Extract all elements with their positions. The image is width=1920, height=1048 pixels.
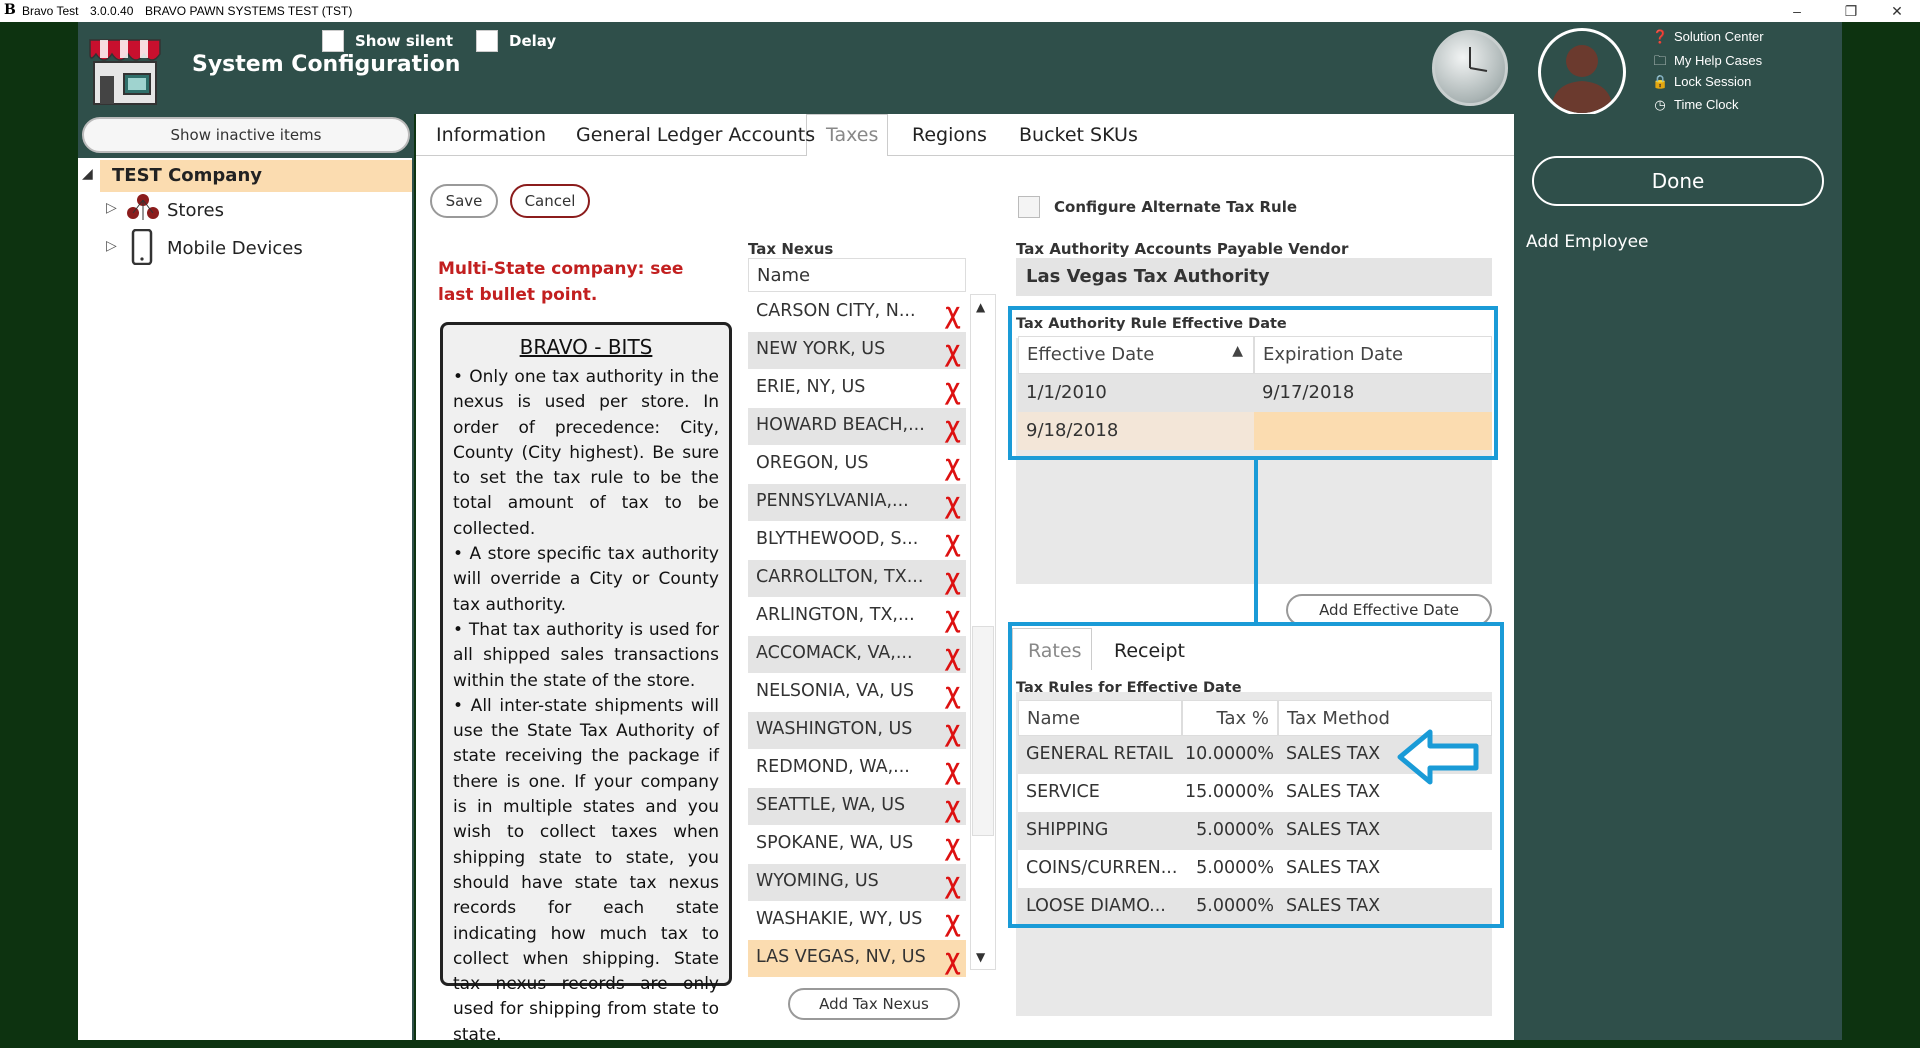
- tax-nexus-name: BLYTHEWOOD, S...: [756, 529, 919, 549]
- tax-rule-method: SALES TAX: [1286, 858, 1381, 878]
- close-button[interactable]: ✕: [1891, 3, 1903, 19]
- effective-date-value: 9/18/2018: [1026, 420, 1119, 441]
- rules-name-column-header[interactable]: Name: [1018, 700, 1182, 736]
- remove-nexus-icon[interactable]: Ꭓ: [945, 304, 960, 329]
- tax-nexus-row[interactable]: [748, 940, 966, 977]
- tax-rule-percent: 5.0000%: [1196, 858, 1274, 878]
- tax-rule-method: SALES TAX: [1286, 782, 1381, 802]
- store-icon: [86, 32, 164, 106]
- tax-nexus-scroll-thumb[interactable]: [972, 626, 994, 836]
- tree-expand-icon-2[interactable]: ▷: [106, 238, 117, 254]
- effective-date-value: 1/1/2010: [1026, 382, 1107, 403]
- window-titlebar: [0, 0, 1920, 22]
- tax-rule-method: SALES TAX: [1286, 820, 1381, 840]
- tax-rules-label: Tax Rules for Effective Date: [1016, 680, 1242, 696]
- tax-nexus-row[interactable]: [748, 826, 966, 863]
- delay-label: Delay: [509, 32, 557, 50]
- tax-rule-method: SALES TAX: [1286, 744, 1381, 764]
- help-circle-icon: ❓: [1652, 29, 1669, 44]
- vendor-label: Tax Authority Accounts Payable Vendor: [1016, 240, 1349, 258]
- stores-icon: [126, 194, 160, 226]
- tax-nexus-row[interactable]: [748, 598, 966, 635]
- tree-item-stores[interactable]: Stores: [167, 200, 224, 221]
- show-silent-checkbox[interactable]: [322, 30, 344, 52]
- tax-rule-method: SALES TAX: [1286, 896, 1381, 916]
- tax-nexus-name: WASHAKIE, WY, US: [756, 909, 923, 929]
- page-title: System Configuration: [192, 52, 461, 77]
- tab-information[interactable]: Information: [436, 124, 546, 146]
- tax-nexus-row[interactable]: [748, 370, 966, 407]
- tax-nexus-name: NELSONIA, VA, US: [756, 681, 914, 701]
- remove-nexus-icon[interactable]: Ꭓ: [945, 684, 960, 709]
- tax-rule-percent: 5.0000%: [1196, 820, 1274, 840]
- tax-nexus-row[interactable]: [748, 636, 966, 673]
- tax-nexus-name: LAS VEGAS, NV, US: [756, 947, 926, 967]
- remove-nexus-icon[interactable]: Ꭓ: [945, 456, 960, 481]
- tax-rule-name: SERVICE: [1026, 782, 1100, 802]
- tax-rule-percent: 5.0000%: [1196, 896, 1274, 916]
- delay-checkbox[interactable]: [476, 30, 498, 52]
- tab-bucket-skus[interactable]: Bucket SKUs: [1019, 124, 1138, 146]
- mobile-device-icon: [131, 229, 153, 269]
- remove-nexus-icon[interactable]: Ꭓ: [945, 418, 960, 443]
- bravo-bits-panel: [440, 322, 732, 1045]
- right-panel: [1514, 114, 1842, 1040]
- tax-rule-name: SHIPPING: [1026, 820, 1109, 840]
- tax-nexus-row[interactable]: [748, 560, 966, 597]
- show-silent-label: Show silent: [355, 32, 454, 50]
- remove-nexus-icon[interactable]: Ꭓ: [945, 532, 960, 557]
- tax-nexus-label: Tax Nexus: [748, 240, 834, 258]
- remove-nexus-icon[interactable]: Ꭓ: [945, 646, 960, 671]
- tax-nexus-column-header[interactable]: Name: [748, 258, 966, 292]
- my-help-cases-link[interactable]: 🗀 My Help Cases: [1652, 52, 1762, 74]
- effective-date-column-header[interactable]: Effective Date ▲: [1018, 336, 1254, 374]
- callout-arrow-icon: [1396, 728, 1480, 790]
- vendor-field[interactable]: Las Vegas Tax Authority: [1016, 258, 1492, 296]
- tax-nexus-name: ARLINGTON, TX,...: [756, 605, 915, 625]
- alternate-tax-rule-label: Configure Alternate Tax Rule: [1054, 198, 1298, 216]
- rules-tax-column-header[interactable]: Tax %: [1182, 700, 1278, 736]
- tax-nexus-name: HOWARD BEACH,...: [756, 415, 925, 435]
- tab-receipt[interactable]: Receipt: [1114, 640, 1185, 662]
- done-button[interactable]: Done: [1532, 156, 1824, 206]
- callout-connector: [1254, 460, 1258, 622]
- time-clock-link[interactable]: ◷ Time Clock: [1652, 97, 1739, 113]
- tree-item-mobile-devices[interactable]: Mobile Devices: [167, 238, 303, 259]
- minimize-button[interactable]: –: [1793, 3, 1801, 19]
- show-inactive-button[interactable]: Show inactive items: [82, 117, 410, 153]
- scroll-down-icon[interactable]: ▼: [976, 950, 986, 964]
- tax-nexus-name: SPOKANE, WA, US: [756, 833, 914, 853]
- cancel-button[interactable]: Cancel: [510, 184, 590, 218]
- effective-date-label: Tax Authority Rule Effective Date: [1016, 316, 1287, 332]
- remove-nexus-icon[interactable]: Ꭓ: [945, 912, 960, 937]
- remove-nexus-icon[interactable]: Ꭓ: [945, 380, 960, 405]
- tax-nexus-name: NEW YORK, US: [756, 339, 886, 359]
- remove-nexus-icon[interactable]: Ꭓ: [945, 836, 960, 861]
- tax-rule-name: LOOSE DIAMO...: [1026, 896, 1166, 916]
- tab-general-ledger-accounts[interactable]: General Ledger Accounts: [576, 124, 816, 146]
- tax-nexus-row[interactable]: [748, 522, 966, 559]
- tax-nexus-name: WASHINGTON, US: [756, 719, 913, 739]
- alternate-tax-rule-checkbox[interactable]: [1018, 196, 1040, 218]
- remove-nexus-icon[interactable]: Ꭓ: [945, 950, 960, 975]
- lock-icon: 🔒: [1652, 74, 1669, 89]
- bravo-bits-title: BRAVO - BITS: [519, 335, 653, 359]
- expiration-date-value: 9/17/2018: [1262, 382, 1355, 403]
- tab-regions[interactable]: Regions: [912, 124, 987, 146]
- remove-nexus-icon[interactable]: Ꭓ: [945, 494, 960, 519]
- tax-nexus-name: CARSON CITY, N...: [756, 301, 916, 321]
- tax-nexus-name: CARROLLTON, TX...: [756, 567, 924, 587]
- bravo-bits-text: • Only one tax authority in the nexus is used per store. In order of precedence: City, County (City highest). Be sure to set the tax rule to be the total amount of tax to be collected. • A store specific tax authority will override a City or County tax authority. • That tax authority is used for all shipped sales transactions within the state of the store. • All inter-state shipments will use the State Tax Authority of state receiving the package if there is one. If your company is in multiple states and you wish to collect taxes when shipping state to state, you should have state tax nexus records for each state indicating how much tax to collect when shipping. State tax nexus records are only used for shipping from state to state.: [453, 367, 719, 1045]
- tax-nexus-name: PENNSYLVANIA,...: [756, 491, 909, 511]
- clock-small-icon: ◷: [1654, 97, 1666, 112]
- tax-nexus-name: WYOMING, US: [756, 871, 879, 891]
- remove-nexus-icon[interactable]: Ꭓ: [945, 722, 960, 747]
- save-button[interactable]: Save: [430, 184, 498, 218]
- tax-nexus-name: SEATTLE, WA, US: [756, 795, 906, 815]
- tax-nexus-name: ACCOMACK, VA,...: [756, 643, 913, 663]
- clock-icon: [1432, 30, 1508, 106]
- callout-frame-effective: [1008, 306, 1498, 460]
- tax-nexus-row[interactable]: [748, 864, 966, 901]
- restore-button[interactable]: ❐: [1844, 3, 1858, 19]
- user-avatar[interactable]: [1538, 28, 1626, 116]
- tax-rule-percent: 15.0000%: [1185, 782, 1274, 802]
- tax-nexus-row[interactable]: [748, 408, 966, 445]
- folder-icon: 🗀: [1653, 53, 1667, 68]
- app-name: Bravo Test: [22, 4, 79, 18]
- rules-method-column-header[interactable]: Tax Method: [1278, 700, 1492, 736]
- tax-rule-name: COINS/CURREN...: [1026, 858, 1178, 878]
- tax-nexus-row[interactable]: [748, 294, 966, 331]
- tax-nexus-row[interactable]: [748, 446, 966, 483]
- add-tax-nexus-button[interactable]: Add Tax Nexus: [788, 988, 960, 1020]
- remove-nexus-icon[interactable]: Ꭓ: [945, 798, 960, 823]
- tax-nexus-name: OREGON, US: [756, 453, 869, 473]
- tree-collapse-icon[interactable]: ◢: [82, 166, 93, 182]
- tax-nexus-row[interactable]: [748, 788, 966, 825]
- remove-nexus-icon[interactable]: Ꭓ: [945, 570, 960, 595]
- tax-nexus-name: REDMOND, WA,...: [756, 757, 910, 777]
- tax-nexus-name: ERIE, NY, US: [756, 377, 866, 397]
- tax-rule-name: GENERAL RETAIL: [1026, 744, 1173, 764]
- add-effective-date-button[interactable]: Add Effective Date: [1286, 594, 1492, 626]
- system-name: BRAVO PAWN SYSTEMS TEST (TST): [145, 4, 353, 18]
- app-version: 3.0.0.40: [90, 4, 134, 18]
- tax-rule-percent: 10.0000%: [1185, 744, 1274, 764]
- remove-nexus-icon[interactable]: Ꭓ: [945, 874, 960, 899]
- multi-state-notice: Multi-State company: see last bullet point.: [438, 259, 684, 305]
- tax-nexus-row[interactable]: [748, 902, 966, 939]
- sort-ascending-icon: ▲: [1232, 343, 1243, 359]
- remove-nexus-icon[interactable]: Ꭓ: [945, 760, 960, 785]
- tax-nexus-row[interactable]: [748, 332, 966, 369]
- expiration-date-column-header[interactable]: Expiration Date: [1254, 336, 1492, 374]
- add-employee-link[interactable]: Add Employee: [1526, 232, 1649, 252]
- tax-nexus-row[interactable]: [748, 712, 966, 749]
- app-logo-icon: B: [4, 2, 16, 18]
- tree-item-company[interactable]: TEST Company: [112, 165, 262, 186]
- tax-nexus-row[interactable]: [748, 484, 966, 521]
- tab-taxes[interactable]: Taxes: [826, 124, 879, 146]
- lock-session-link[interactable]: 🔒 Lock Session: [1652, 74, 1752, 89]
- scroll-up-icon[interactable]: ▲: [976, 300, 986, 314]
- remove-nexus-icon[interactable]: Ꭓ: [945, 342, 960, 367]
- tax-nexus-row[interactable]: [748, 674, 966, 711]
- remove-nexus-icon[interactable]: Ꭓ: [945, 608, 960, 633]
- tax-nexus-header-spacer: [926, 258, 966, 292]
- tree-expand-icon[interactable]: ▷: [106, 200, 117, 216]
- tab-rates[interactable]: Rates: [1028, 640, 1082, 662]
- tax-nexus-row[interactable]: [748, 750, 966, 787]
- solution-center-link[interactable]: ❓ Solution Center: [1652, 29, 1764, 44]
